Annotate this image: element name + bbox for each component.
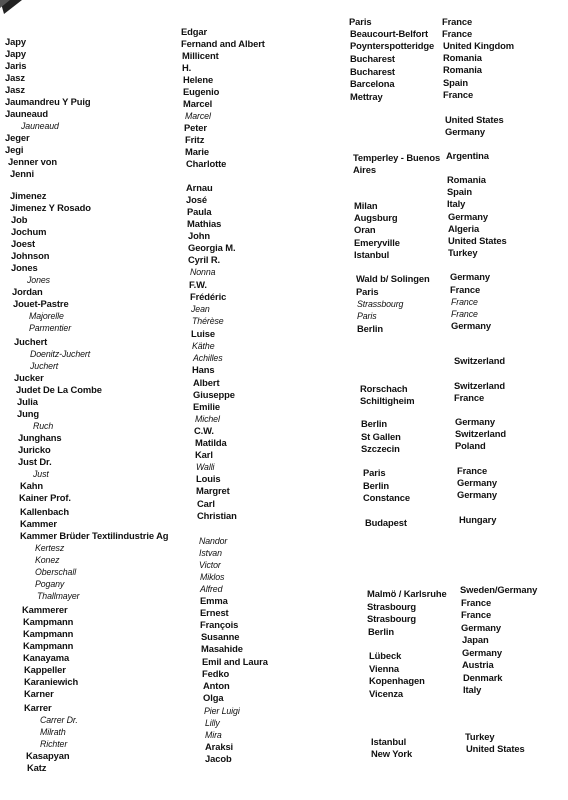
lastname-entry: Kappeller xyxy=(24,664,66,675)
country-entry: Turkey xyxy=(448,247,478,258)
lastname-entry: Kasapyan xyxy=(26,750,70,761)
city-entry: Berlin xyxy=(363,480,389,491)
city-entry: Paris xyxy=(356,286,379,297)
country-entry: France xyxy=(461,597,492,608)
page-corner-mark xyxy=(0,0,22,18)
country-entry: Hungary xyxy=(459,514,497,525)
lastname-entry: Jones xyxy=(27,275,50,285)
country-entry: Germany xyxy=(457,489,497,500)
lastname-entry: Richter xyxy=(40,739,68,749)
lastname-entry: Ruch xyxy=(33,421,54,431)
city-entry: Kopenhagen xyxy=(369,675,425,686)
firstname-entry: Istvan xyxy=(199,548,222,558)
city-entry: Istanbul xyxy=(354,249,390,260)
firstname-entry: François xyxy=(200,619,239,630)
firstname-entry: Thérèse xyxy=(192,316,224,326)
firstname-entry: Margret xyxy=(196,485,230,496)
firstname-entry: Pier Luigi xyxy=(204,706,240,716)
firstname-entry: Jean xyxy=(191,304,210,314)
firstname-entry: F.W. xyxy=(189,279,207,290)
country-entry: Sweden/Germany xyxy=(460,584,538,595)
firstname-entry: Fritz xyxy=(185,134,205,145)
lastname-entry: Jochum xyxy=(11,226,47,237)
lastname-entry: Japy xyxy=(5,36,26,47)
firstname-entry: Matilda xyxy=(195,437,227,448)
lastname-entry: Karrer xyxy=(24,702,52,713)
country-entry: Italy xyxy=(447,198,466,209)
country-entry: Japan xyxy=(462,634,489,645)
lastname-entry: Julia xyxy=(17,396,38,407)
city-entry: St Gallen xyxy=(361,431,401,442)
country-entry: Germany xyxy=(451,320,491,331)
country-entry: Austria xyxy=(462,659,494,670)
lastname-entry: Kampmann xyxy=(23,640,74,651)
country-entry: Romania xyxy=(447,174,486,185)
firstname-entry: Karl xyxy=(195,449,213,460)
firstname-entry: Georgia M. xyxy=(188,242,236,253)
lastname-entry: Jauneaud xyxy=(5,108,48,119)
city-entry: Vicenza xyxy=(369,688,404,699)
lastname-entry: Jung xyxy=(17,408,39,419)
lastname-entry: Thallmayer xyxy=(37,591,80,601)
firstname-entry: Araksi xyxy=(205,741,234,752)
country-entry: Germany xyxy=(461,622,501,633)
lastname-entry: Oberschall xyxy=(35,567,77,577)
city-entry: Augsburg xyxy=(354,212,398,223)
lastname-entry: Karaniewich xyxy=(24,676,79,687)
country-entry: Spain xyxy=(447,186,473,197)
city-entry: Paris xyxy=(357,311,377,321)
city-entry: Bucharest xyxy=(350,53,395,64)
lastname-entry: Juchert xyxy=(14,336,48,347)
firstname-entry: Marcel xyxy=(185,111,211,121)
firstname-entry: Ernest xyxy=(200,607,229,618)
firstname-entry: Emil and Laura xyxy=(202,656,268,667)
firstname-entry: Olga xyxy=(203,692,224,703)
firstname-entry: Victor xyxy=(199,560,221,570)
lastname-entry: Jouet-Pastre xyxy=(13,298,69,309)
lastname-entry: Jenni xyxy=(10,168,34,179)
firstname-entry: Millicent xyxy=(182,50,219,61)
lastname-entry: Jasz xyxy=(5,84,25,95)
firstname-entry: Marie xyxy=(185,146,209,157)
lastname-entry: Japy xyxy=(5,48,26,59)
firstname-entry: Peter xyxy=(184,122,207,133)
country-entry: United Kingdom xyxy=(443,40,514,51)
firstname-entry: Jacob xyxy=(205,753,232,764)
firstname-entry: Luise xyxy=(191,328,215,339)
lastname-entry: Kallenbach xyxy=(20,506,70,517)
country-entry: United States xyxy=(466,743,525,754)
country-entry: France xyxy=(454,392,485,403)
firstname-entry: Nonna xyxy=(190,267,216,277)
firstname-entry: Eugenio xyxy=(183,86,220,97)
country-entry: Poland xyxy=(455,440,486,451)
lastname-entry: Jordan xyxy=(12,286,43,297)
country-entry: Switzerland xyxy=(455,428,506,439)
country-entry: Algeria xyxy=(448,223,480,234)
country-entry: France xyxy=(443,89,474,100)
firstname-entry: Hans xyxy=(192,364,215,375)
lastname-entry: Kainer Prof. xyxy=(19,492,71,503)
country-entry: Switzerland xyxy=(454,380,505,391)
firstname-entry: Susanne xyxy=(201,631,240,642)
lastname-entry: Judet De La Combe xyxy=(16,384,102,395)
lastname-entry: Parmentier xyxy=(29,323,72,333)
country-entry: Spain xyxy=(443,77,469,88)
lastname-entry: Carrer Dr. xyxy=(40,715,78,725)
country-entry: Germany xyxy=(450,271,490,282)
lastname-entry: Jucker xyxy=(14,372,44,383)
firstname-entry: Fedko xyxy=(202,668,230,679)
lastname-entry: Doenitz-Juchert xyxy=(30,349,91,359)
city-entry: Lübeck xyxy=(369,650,402,661)
firstname-entry: Giuseppe xyxy=(193,389,235,400)
city-entry: Bucharest xyxy=(350,66,395,77)
lastname-entry: Johnson xyxy=(11,250,50,261)
country-entry: Germany xyxy=(457,477,497,488)
country-entry: France xyxy=(442,16,473,27)
city-entry: Schiltigheim xyxy=(360,395,415,406)
lastname-entry: Junghans xyxy=(18,432,62,443)
lastname-entry: Kahn xyxy=(20,480,44,491)
lastname-entry: Jaris xyxy=(5,60,27,71)
lastname-entry: Karner xyxy=(24,688,54,699)
firstname-entry: Edgar xyxy=(181,26,208,37)
firstname-entry: Alfred xyxy=(200,584,223,594)
lastname-entry: Milrath xyxy=(40,727,66,737)
country-entry: France xyxy=(457,465,488,476)
city-entry: Paris xyxy=(349,16,372,27)
country-entry: United States xyxy=(448,235,507,246)
country-entry: Germany xyxy=(448,211,488,222)
country-entry: Germany xyxy=(445,126,485,137)
city-entry: New York xyxy=(371,748,413,759)
city-entry: Constance xyxy=(363,492,411,503)
lastname-entry: Kammerer xyxy=(22,604,68,615)
city-entry: Beaucourt-Belfort xyxy=(350,28,428,39)
lastname-entry: Jegi xyxy=(5,144,24,155)
lastname-entry: Job xyxy=(11,214,28,225)
firstname-entry: Arnau xyxy=(186,182,213,193)
firstname-entry: Louis xyxy=(196,473,221,484)
lastname-entry: Kampmann xyxy=(23,616,74,627)
city-entry: Malmö / Karlsruhe xyxy=(367,588,447,599)
firstname-entry: C.W. xyxy=(194,425,214,436)
firstname-entry: Masahide xyxy=(201,643,243,654)
city-entry: Vienna xyxy=(369,663,399,674)
firstname-entry: Fernand and Albert xyxy=(181,38,265,49)
firstname-entry: Mira xyxy=(205,730,222,740)
firstname-entry: Käthe xyxy=(192,341,215,351)
lastname-entry: Kammer xyxy=(20,518,57,529)
lastname-entry: Kertesz xyxy=(35,543,65,553)
lastname-entry: Jones xyxy=(11,262,38,273)
firstname-entry: Achilles xyxy=(193,353,223,363)
country-entry: Denmark xyxy=(463,672,503,683)
firstname-entry: Christian xyxy=(197,510,237,521)
lastname-entry: Juricko xyxy=(18,444,51,455)
city-entry: Szczecin xyxy=(361,443,400,454)
lastname-entry: Kammer Brüder Textilindustrie Ag xyxy=(20,530,169,541)
country-entry: Germany xyxy=(455,416,495,427)
firstname-entry: Emma xyxy=(200,595,228,606)
firstname-entry: Lilly xyxy=(205,718,220,728)
country-entry: France xyxy=(451,297,478,307)
firstname-entry: Paula xyxy=(187,206,212,217)
city-entry: Rorschach xyxy=(360,383,408,394)
lastname-entry: Konez xyxy=(35,555,60,565)
firstname-entry: Frédéric xyxy=(190,291,227,302)
firstname-entry: John xyxy=(188,230,210,241)
country-entry: Romania xyxy=(443,52,482,63)
lastname-entry: Jasz xyxy=(5,72,25,83)
lastname-entry: Jauneaud xyxy=(21,121,59,131)
city-entry: Istanbul xyxy=(371,736,407,747)
city-entry: Temperley - Buenos xyxy=(353,152,441,163)
lastname-entry: Majorelle xyxy=(29,311,64,321)
firstname-entry: Emilie xyxy=(193,401,221,412)
city-entry: Paris xyxy=(363,467,386,478)
firstname-entry: Nandor xyxy=(199,536,228,546)
country-entry: Germany xyxy=(462,647,502,658)
firstname-entry: Miklos xyxy=(200,572,225,582)
city-entry: Poynterspotteridge xyxy=(350,40,435,51)
city-entry: Budapest xyxy=(365,517,407,528)
firstname-entry: H. xyxy=(182,62,192,73)
lastname-entry: Jimenez Y Rosado xyxy=(10,202,91,213)
city-entry: Berlin xyxy=(368,626,394,637)
city-entry: Strasbourg xyxy=(367,601,417,612)
country-entry: France xyxy=(450,284,481,295)
lastname-entry: Just Dr. xyxy=(18,456,52,467)
country-entry: Romania xyxy=(443,64,482,75)
lastname-entry: Jenner von xyxy=(8,156,58,167)
city-entry: Milan xyxy=(354,200,378,211)
city-entry: Aires xyxy=(353,164,376,175)
firstname-entry: Helene xyxy=(183,74,214,85)
country-entry: France xyxy=(442,28,473,39)
lastname-entry: Joest xyxy=(11,238,35,249)
city-entry: Emeryville xyxy=(354,237,400,248)
lastname-entry: Kampmann xyxy=(23,628,74,639)
lastname-entry: Jimenez xyxy=(10,190,47,201)
lastname-entry: Jeger xyxy=(5,132,30,143)
firstname-entry: Albert xyxy=(193,377,220,388)
country-entry: France xyxy=(451,309,478,319)
firstname-entry: Marcel xyxy=(183,98,213,109)
firstname-entry: Walli xyxy=(196,462,215,472)
country-entry: Italy xyxy=(463,684,482,695)
lastname-entry: Katz xyxy=(27,762,47,773)
city-entry: Strasbourg xyxy=(367,613,417,624)
firstname-entry: Carl xyxy=(197,498,215,509)
city-entry: Berlin xyxy=(357,323,383,334)
city-entry: Wald b/ Solingen xyxy=(356,273,430,284)
firstname-entry: José xyxy=(186,194,207,205)
country-entry: Argentina xyxy=(446,150,489,161)
firstname-entry: Mathias xyxy=(187,218,222,229)
city-entry: Barcelona xyxy=(350,78,395,89)
country-entry: France xyxy=(461,609,492,620)
lastname-entry: Juchert xyxy=(30,361,59,371)
country-entry: Switzerland xyxy=(454,355,505,366)
lastname-entry: Just xyxy=(33,469,49,479)
city-entry: Strassbourg xyxy=(357,299,404,309)
lastname-entry: Kanayama xyxy=(23,652,70,663)
country-entry: United States xyxy=(445,114,504,125)
firstname-entry: Michel xyxy=(195,414,220,424)
firstname-entry: Anton xyxy=(203,680,230,691)
firstname-entry: Cyril R. xyxy=(188,254,221,265)
firstname-entry: Charlotte xyxy=(186,158,227,169)
country-entry: Turkey xyxy=(465,731,495,742)
lastname-entry: Jaumandreu Y Puig xyxy=(5,96,91,107)
city-entry: Mettray xyxy=(350,91,383,102)
city-entry: Oran xyxy=(354,224,376,235)
city-entry: Berlin xyxy=(361,418,387,429)
lastname-entry: Pogany xyxy=(35,579,65,589)
